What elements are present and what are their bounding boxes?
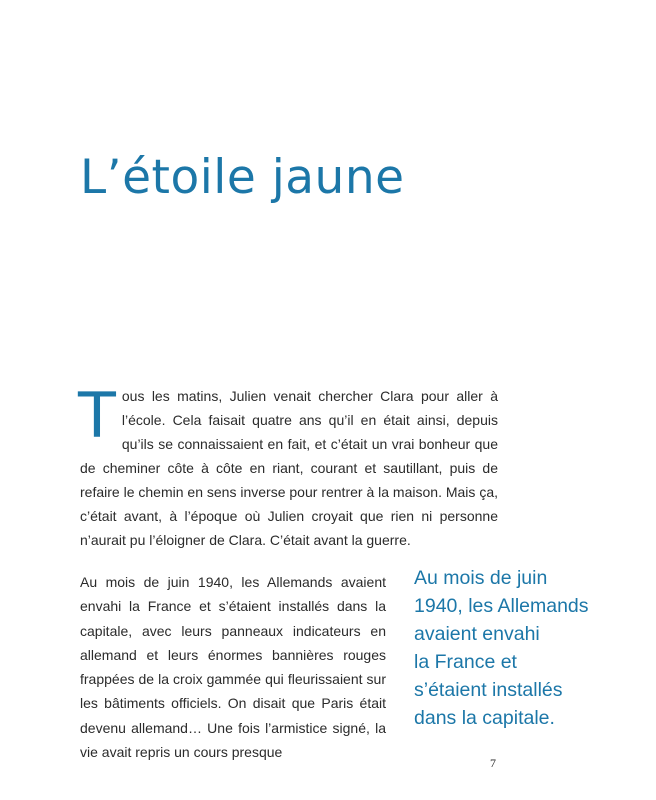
drop-cap: T: [78, 379, 116, 452]
body-paragraph: Au mois de juin 1940, les Allemands avaient envahi la France et s’étaient installés dans la capitale, avec leurs panneaux indicateurs en allemand et leurs énormes bannières rouges frappées de la croix gammée qui fleurissaient sur les bâtiments officiels. On disait que Paris était devenu allemand… Une fois l’armistice signé, la vie avait repris un cours presque: [80, 574, 386, 761]
pull-quote-line: avaient envahi: [414, 623, 540, 645]
pull-quote-line: s’étaient installés: [414, 679, 563, 701]
page-number: 7: [490, 756, 496, 770]
pull-quote-line: Au mois de juin: [414, 567, 548, 589]
chapter-title: L’étoile jaune: [80, 150, 405, 205]
intro-paragraph: [78, 379, 498, 552]
pull-quote: [414, 564, 650, 732]
pull-quote-line: 1940, les Allemands: [414, 595, 589, 617]
pull-quote-line: dans la capitale.: [414, 707, 555, 729]
intro-text: ous les matins, Julien venait chercher Clara pour aller à l’école. Cela faisait quatre ans qu’il en était ainsi, depuis qu’ils se connaissaient en fait, et c’était un vrai bonheur que de cheminer côte à côte en riant, courant et sautillant, puis de refaire le chemin en sens inverse pour rentrer à la maison. Mais ça, c’était avant, à l’époque où Julien croyait que rien ni personne n’aurait pu l’éloigner de Clara. C’était avant la guerre.: [80, 388, 498, 548]
pull-quote-line: la France et: [414, 651, 517, 673]
